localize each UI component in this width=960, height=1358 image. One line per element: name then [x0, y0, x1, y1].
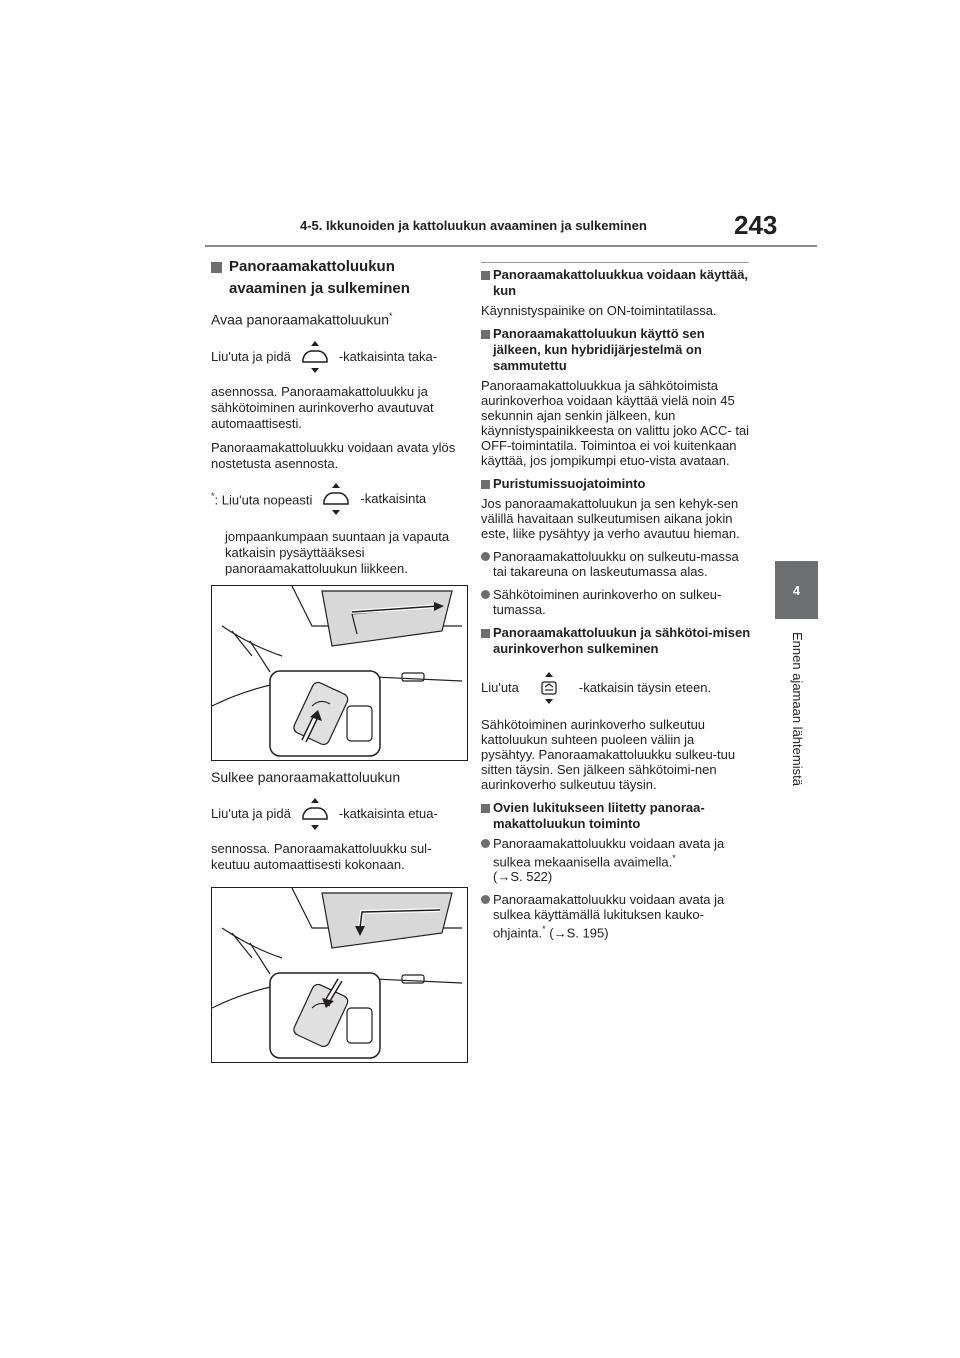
close-body: sennossa. Panoraamakattoluukku sul-keutuu automaattisesti kokonaan.	[211, 840, 432, 872]
open-body-1: asennossa. Panoraamakattoluukku ja sähkötoiminen aurinkoverho avautuvat automaattisesti.	[211, 383, 434, 431]
close-illustration	[211, 887, 468, 1063]
open-body-2: Panoraamakattoluukku voidaan avata ylös nostetusta asennosta.	[211, 439, 456, 471]
usable-when-heading: Panoraamakattoluukkua voidaan käyttää, kun	[481, 267, 751, 299]
heading-line-2: avaaminen ja sulkeminen	[229, 280, 410, 297]
open-illustration	[211, 585, 468, 761]
section-square-icon	[481, 629, 490, 638]
page-number: 243	[734, 210, 778, 240]
roof-switch-icon	[297, 797, 333, 831]
roof-switch-icon	[318, 482, 354, 516]
quick-note-body: jompaankumpaan suuntaan ja vapauta katkaisin pysäyttääksesi panoraamakattoluukun liikkeen.	[225, 528, 450, 576]
heading-line-1: Panoraamakattoluukun	[229, 258, 395, 275]
bullet-dot-icon	[481, 552, 490, 561]
page-reference-195[interactable]: (→S. 195)	[545, 925, 609, 941]
chapter-tab	[775, 561, 818, 619]
door-lock-bullet-1: Panoraamakattoluukku voidaan avata ja sulkea mekaanisella avaimella.* (→S. 522)	[481, 836, 751, 884]
section-square-icon	[481, 480, 490, 489]
roof-close-drawing	[212, 888, 467, 1062]
right-column	[481, 262, 751, 949]
section-square-icon	[481, 330, 490, 339]
quick-note: *: Liu'uta nopeasti -katkaisinta	[211, 482, 467, 516]
closing-body: Sähkötoiminen aurinkoverho sulkeutuu kattoluukun suhteen puoleen väliin ja pysähtyy. Panoraamakattoluukku sulkeu-tuu sitten täysin. Sen jälkeen sähkötoimi-nen aurinkoverho sulkeutuu täysin.	[481, 717, 736, 792]
open-instruction: Liu'uta ja pidä -katkaisinta taka-	[211, 340, 467, 374]
roof-front-switch-icon	[531, 671, 567, 705]
main-heading	[211, 256, 467, 300]
usable-when-body: Käynnistyspainike on ON-toimintatilassa.	[481, 303, 717, 318]
chapter-number: 4	[792, 582, 801, 598]
jam-bullet-2: Sähkötoiminen aurinkoverho on sulkeu-tumassa.	[481, 587, 751, 617]
section-square-icon	[211, 262, 222, 273]
close-title: Sulkee panoraamakattoluukun	[211, 768, 401, 785]
close-instruction: Liu'uta ja pidä -katkaisinta etua-	[211, 797, 467, 831]
open-title: Avaa panoraamakattoluukun*	[211, 311, 393, 328]
section-square-icon	[481, 804, 490, 813]
page-reference-522[interactable]: (→S. 522)	[493, 869, 553, 885]
closing-heading: Panoraamakattoluukun ja sähkötoi-misen aurinkoverhon sulkeminen	[481, 625, 751, 657]
column-top-rule	[481, 262, 749, 263]
header-divider	[205, 245, 817, 247]
bullet-dot-icon	[481, 590, 490, 599]
jam-protection-body: Jos panoraamakattoluukun ja sen kehyk-sen välillä havaitaan sulkeutumisen aikana jokin este, liike pysähtyy ja verho avautuu hieman.	[481, 496, 740, 541]
after-shutdown-heading: Panoraamakattoluukun käyttö sen jälkeen, kun hybridijärjestelmä on sammutettu	[481, 326, 751, 374]
roof-open-drawing	[212, 586, 467, 760]
jam-protection-heading: Puristumissuojatoiminto	[481, 476, 751, 492]
section-square-icon	[481, 271, 490, 280]
bullet-dot-icon	[481, 895, 490, 904]
door-lock-heading: Ovien lukitukseen liitetty panoraa-makattoluukun toiminto	[481, 800, 751, 832]
bullet-dot-icon	[481, 839, 490, 848]
left-column	[211, 256, 467, 1063]
section-title: 4-5. Ikkunoiden ja kattoluukun avaaminen ja sulkeminen	[300, 218, 647, 233]
door-lock-bullet-2: Panoraamakattoluukku voidaan avata ja sulkea käyttämällä lukituksen kauko-ohjainta.* (→S. 195)	[481, 892, 751, 940]
chapter-title: Ennen ajamaan lähtemistä	[790, 632, 805, 786]
chapter-title-vertical	[787, 632, 807, 822]
closing-instruction: Liu'uta -katkaisin täysin eteen.	[481, 671, 751, 705]
roof-switch-icon	[297, 340, 333, 374]
after-shutdown-body: Panoraamakattoluukkua ja sähkötoimista aurinkoverhoa voidaan käyttää vielä noin 45 sekunnin ajan senkin jälkeen, kun käynnistyspainikkeesta on valittu joko ACC- tai OFF-toimintatila. Toimintoa ei voi kuitenkaan käyttää, jos jompikumpi etuo-vista avataan.	[481, 378, 750, 468]
jam-bullet-1: Panoraamakattoluukku on sulkeutu-massa tai takareuna on laskeutumassa alas.	[481, 549, 751, 579]
